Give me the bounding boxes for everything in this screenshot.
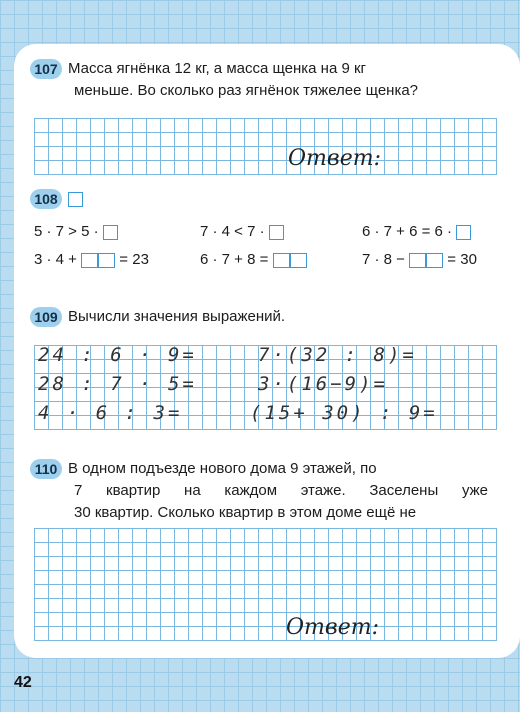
blank-box[interactable] — [409, 253, 443, 268]
task-text: Масса ягнёнка 12 кг, а масса щенка на 9 кг — [68, 60, 367, 77]
blank-box[interactable] — [456, 225, 471, 240]
expression — [200, 251, 307, 268]
expression — [34, 223, 118, 240]
expr-text: 6 · 7 + 8 = — [200, 251, 269, 268]
handwritten-expression: 28 : 7 · 5= — [38, 373, 197, 395]
task-number-badge: 110 — [30, 459, 62, 479]
handwritten-expression: 3·(16−9)= — [258, 373, 388, 395]
task-text: меньше. Во сколько раз ягнёнок тяжелее щенка? — [74, 82, 419, 99]
expr-text: 5 · 7 > 5 · — [34, 223, 99, 240]
expression — [362, 223, 471, 240]
handwritten-expression: 4 · 6 : 3= — [38, 402, 183, 424]
task-text: Вычисли значения выражений. — [68, 308, 286, 325]
expr-text: = 23 — [119, 251, 149, 268]
task-107 — [30, 58, 418, 102]
handwritten-expression: 24 : 6 · 9= — [38, 344, 197, 366]
task-text: 7 квартир на каждом этаже. Заселены уже — [74, 482, 488, 499]
blank-box[interactable] — [273, 253, 307, 268]
task-108 — [30, 188, 83, 210]
answer-label: Ответ: — [286, 615, 379, 640]
page-number: 42 — [14, 674, 32, 691]
expression — [362, 251, 477, 268]
handwritten-expression: (15+ 30) : 9= — [250, 402, 438, 424]
expr-text: 3 · 4 + — [34, 251, 77, 268]
answer-grid[interactable] — [34, 528, 497, 641]
expression — [200, 223, 284, 240]
expr-text: 7 · 8 − — [362, 251, 405, 268]
task-text: 30 квартир. Сколько квартир в этом доме ещё не — [74, 504, 417, 521]
expr-text: 6 · 7 + 6 = 6 · — [362, 223, 453, 240]
blank-box[interactable] — [103, 225, 118, 240]
task-number-badge: 107 — [30, 59, 62, 79]
self-check-box[interactable] — [68, 192, 83, 207]
expr-text: = 30 — [447, 251, 477, 268]
task-number-badge: 109 — [30, 307, 62, 327]
blank-box[interactable] — [81, 253, 115, 268]
blank-box[interactable] — [269, 225, 284, 240]
task-number-badge: 108 — [30, 189, 62, 209]
expression — [34, 251, 149, 268]
expr-text: 7 · 4 < 7 · — [200, 223, 265, 240]
answer-grid[interactable] — [34, 118, 497, 175]
task-text: В одном подъезде нового дома 9 этажей, по — [68, 460, 377, 477]
handwritten-expression: 7·(32 : 8)= — [258, 344, 417, 366]
task-109 — [30, 306, 285, 328]
answer-label: Ответ: — [288, 146, 381, 171]
